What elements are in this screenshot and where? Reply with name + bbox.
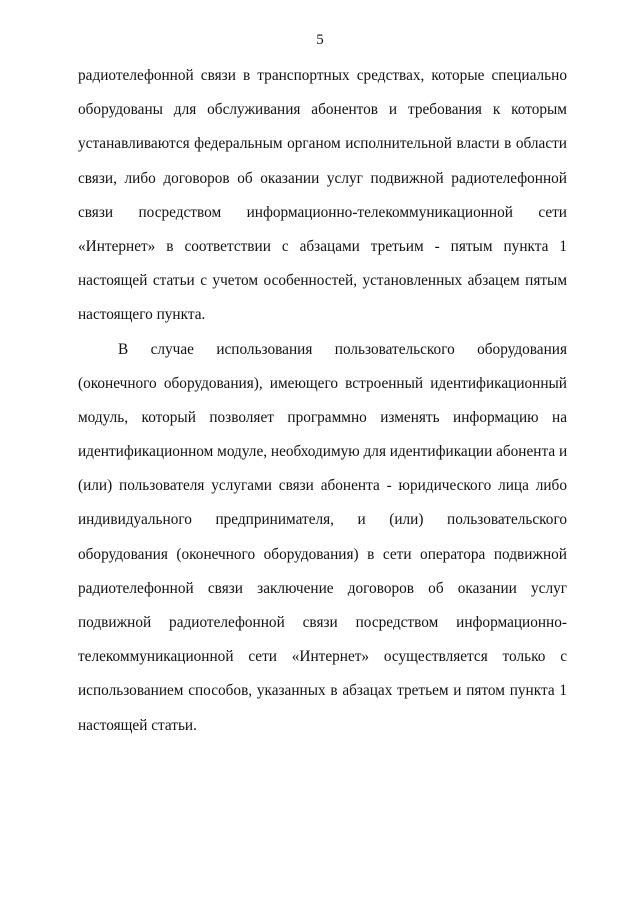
text-line: радиотелефонной связи в транспортных средствах, которые специально bbox=[78, 67, 567, 84]
text-line: настоящего пункта. bbox=[78, 306, 206, 324]
text-line: (или) пользователя услугами связи абонента - юридического лица либо bbox=[78, 477, 567, 495]
text-line: оборудованы для обслуживания абонентов и требования к которым bbox=[78, 101, 567, 119]
text-line: телекоммуникационной сети «Интернет» осуществляется только с bbox=[78, 648, 567, 666]
text-line: связи посредством информационно-телекоммуникационной сети bbox=[78, 203, 567, 221]
text-line: устанавливаются федеральным органом исполнительной власти в области bbox=[78, 135, 567, 153]
text-line: оборудования (оконечного оборудования) в сети оператора подвижной bbox=[78, 545, 567, 563]
text-line: подвижной радиотелефонной связи посредством информационно- bbox=[78, 614, 567, 631]
text-line: использованием способов, указанных в абзацах третьем и пятом пункта 1 bbox=[78, 682, 567, 700]
paragraph-1 bbox=[78, 67, 567, 341]
text-line: связи, либо договоров об оказании услуг подвижной радиотелефонной bbox=[78, 169, 567, 187]
text-line: В случае использования пользовательского оборудования bbox=[118, 340, 567, 358]
text-line: «Интернет» в соответствии с абзацами третьим - пятым пункта 1 bbox=[78, 237, 567, 255]
text-line: настоящей статьи. bbox=[78, 716, 197, 734]
text-line: модуль, который позволяет программно изменять информацию на bbox=[78, 408, 567, 426]
document-body bbox=[78, 67, 567, 751]
page-number: 5 bbox=[316, 32, 324, 48]
text-line: настоящей статьи с учетом особенностей, установленных абзацем пятым bbox=[78, 272, 567, 290]
text-line: радиотелефонной связи заключение договоров об оказании услуг bbox=[78, 579, 567, 597]
text-line: индивидуального предпринимателя, и (или) пользовательского bbox=[78, 511, 567, 529]
text-line: идентификационном модуле, необходимую для идентификации абонента и bbox=[78, 443, 568, 461]
text-line: (оконечного оборудования), имеющего встроенный идентификационный bbox=[78, 374, 567, 392]
paragraph-2 bbox=[78, 341, 567, 751]
